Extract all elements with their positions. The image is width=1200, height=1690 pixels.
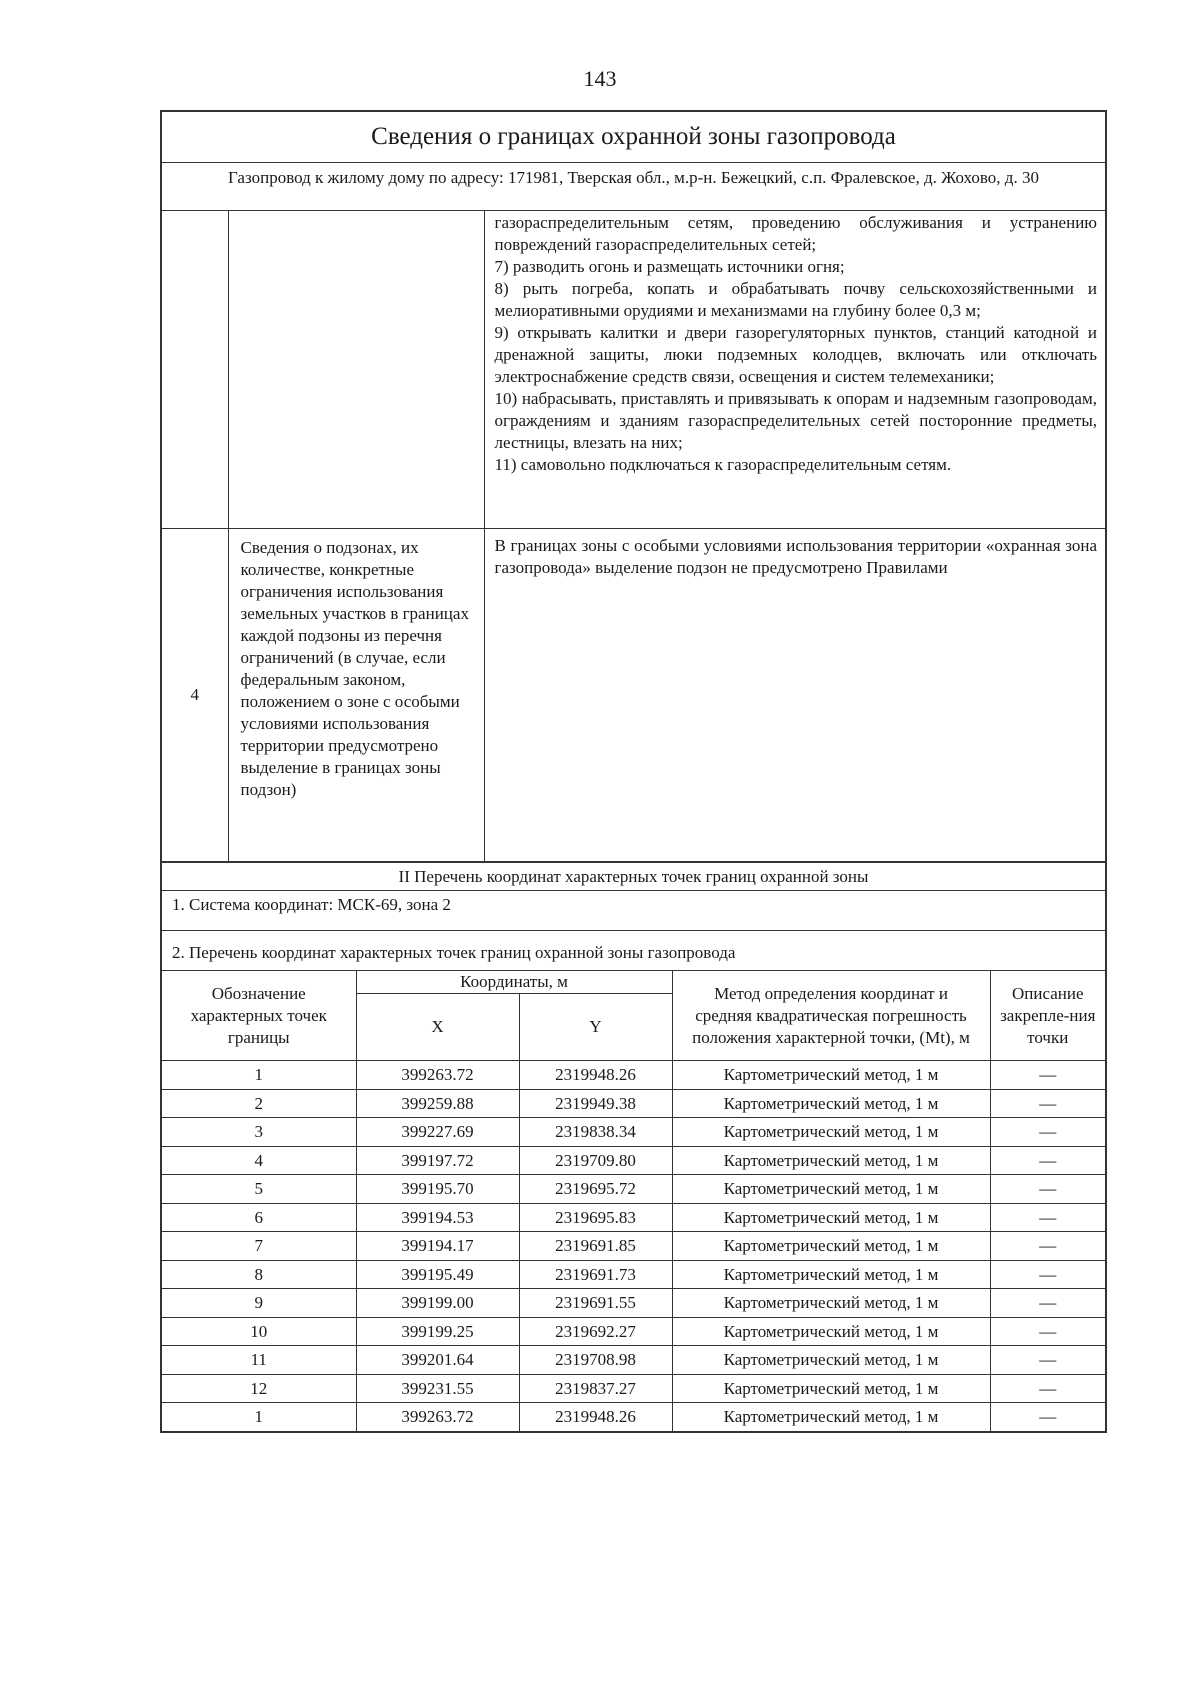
point-description: — <box>990 1118 1105 1147</box>
point-number: 2 <box>162 1089 356 1118</box>
point-description: — <box>990 1260 1105 1289</box>
point-x: 399201.64 <box>356 1346 519 1375</box>
continued-restrictions-cell <box>484 211 1105 529</box>
point-x: 399194.53 <box>356 1203 519 1232</box>
table-row <box>162 1232 1105 1261</box>
document-title: Сведения о границах охранной зоны газопровода <box>162 112 1105 163</box>
header-coords: Координаты, м <box>356 971 672 994</box>
table-row <box>162 1317 1105 1346</box>
point-x: 399197.72 <box>356 1146 519 1175</box>
restriction-line: 11) самовольно подключаться к газораспределительным сетям. <box>494 455 952 474</box>
point-description: — <box>990 1089 1105 1118</box>
row-value: В границах зоны с особыми условиями использования территории «охранная зона газопровода» выделение подзон не предусмотрено Правилами <box>484 529 1105 862</box>
point-number: 9 <box>162 1289 356 1318</box>
point-y: 2319949.38 <box>519 1089 672 1118</box>
coordinates-body <box>162 1061 1105 1432</box>
point-x: 399227.69 <box>356 1118 519 1147</box>
point-y: 2319708.98 <box>519 1346 672 1375</box>
point-x: 399195.70 <box>356 1175 519 1204</box>
point-description: — <box>990 1403 1105 1432</box>
point-number: 1 <box>162 1061 356 1090</box>
continued-row <box>162 211 1105 529</box>
document-table <box>160 110 1107 1433</box>
point-y: 2319948.26 <box>519 1061 672 1090</box>
restriction-line: 10) набрасывать, приставлять и привязывать к опорам и надземным газопроводам, ограждениям и зданиям газораспределительных сетей посторонние предметы, лестницы, влезать на них; <box>494 389 1097 452</box>
point-method: Картометрический метод, 1 м <box>672 1146 990 1175</box>
point-description: — <box>990 1146 1105 1175</box>
table-row <box>162 1175 1105 1204</box>
header-y: Y <box>519 994 672 1061</box>
point-number: 4 <box>162 1146 356 1175</box>
continued-label-cell <box>228 211 484 529</box>
row-number: 4 <box>162 529 228 862</box>
table-row <box>162 1346 1105 1375</box>
restriction-line: 7) разводить огонь и размещать источники огня; <box>494 257 845 276</box>
point-method: Картометрический метод, 1 м <box>672 1346 990 1375</box>
restriction-line: газораспределительным сетям, проведению обслуживания и устранению повреждений газораспределительных сетей; <box>494 213 1097 254</box>
point-number: 7 <box>162 1232 356 1261</box>
point-number: 6 <box>162 1203 356 1232</box>
point-method: Картометрический метод, 1 м <box>672 1232 990 1261</box>
point-method: Картометрический метод, 1 м <box>672 1118 990 1147</box>
point-y: 2319692.27 <box>519 1317 672 1346</box>
coordinates-table <box>162 970 1105 1433</box>
point-number: 10 <box>162 1317 356 1346</box>
table-row <box>162 1260 1105 1289</box>
point-description: — <box>990 1317 1105 1346</box>
header-x: X <box>356 994 519 1061</box>
point-description: — <box>990 1374 1105 1403</box>
point-x: 399199.00 <box>356 1289 519 1318</box>
document-subtitle: Газопровод к жилому дому по адресу: 171981, Тверская обл., м.р-н. Бежецкий, с.п. Фралевское, д. Жохово, д. 30 <box>162 163 1105 211</box>
point-x: 399263.72 <box>356 1061 519 1090</box>
point-x: 399259.88 <box>356 1089 519 1118</box>
point-method: Картометрический метод, 1 м <box>672 1403 990 1432</box>
point-x: 399195.49 <box>356 1260 519 1289</box>
table-row <box>162 1146 1105 1175</box>
point-description: — <box>990 1289 1105 1318</box>
point-number: 8 <box>162 1260 356 1289</box>
coordinate-list-title: 2. Перечень координат характерных точек границ охранной зоны газопровода <box>162 930 1105 970</box>
point-y: 2319695.83 <box>519 1203 672 1232</box>
point-method: Картометрический метод, 1 м <box>672 1374 990 1403</box>
point-y: 2319691.73 <box>519 1260 672 1289</box>
point-description: — <box>990 1175 1105 1204</box>
section-title: II Перечень координат характерных точек границ охранной зоны <box>162 862 1105 890</box>
table-row <box>162 1403 1105 1432</box>
table-row <box>162 1061 1105 1090</box>
coordinate-system: 1. Система координат: МСК-69, зона 2 <box>162 890 1105 930</box>
point-number: 12 <box>162 1374 356 1403</box>
point-y: 2319709.80 <box>519 1146 672 1175</box>
table-row <box>162 1289 1105 1318</box>
point-y: 2319948.26 <box>519 1403 672 1432</box>
table-row <box>162 1089 1105 1118</box>
point-y: 2319695.72 <box>519 1175 672 1204</box>
point-x: 399194.17 <box>356 1232 519 1261</box>
coordinates-header-row <box>162 971 1105 994</box>
header-method: Метод определения координат и средняя квадратическая погрешность положения характерной точки, (Mt), м <box>672 971 990 1061</box>
zone-info-table <box>162 211 1105 862</box>
point-description: — <box>990 1061 1105 1090</box>
point-method: Картометрический метод, 1 м <box>672 1203 990 1232</box>
point-method: Картометрический метод, 1 м <box>672 1061 990 1090</box>
point-method: Картометрический метод, 1 м <box>672 1260 990 1289</box>
point-description: — <box>990 1203 1105 1232</box>
point-number: 5 <box>162 1175 356 1204</box>
point-number: 3 <box>162 1118 356 1147</box>
restriction-line: 8) рыть погреба, копать и обрабатывать почву сельскохозяйственными и мелиоративными орудиями и механизмами на глубину более 0,3 м; <box>494 279 1097 320</box>
page-number: 143 <box>583 66 617 91</box>
point-y: 2319838.34 <box>519 1118 672 1147</box>
table-row <box>162 1203 1105 1232</box>
table-row <box>162 1118 1105 1147</box>
point-y: 2319691.85 <box>519 1232 672 1261</box>
point-method: Картометрический метод, 1 м <box>672 1317 990 1346</box>
restriction-line: 9) открывать калитки и двери газорегуляторных пунктов, станций катодной и дренажной защиты, люки подземных колодцев, включать или отключать электроснабжение средств связи, освещения и систем телемеханики; <box>494 323 1097 386</box>
point-description: — <box>990 1232 1105 1261</box>
point-x: 399199.25 <box>356 1317 519 1346</box>
point-x: 399263.72 <box>356 1403 519 1432</box>
point-description: — <box>990 1346 1105 1375</box>
point-y: 2319837.27 <box>519 1374 672 1403</box>
point-x: 399231.55 <box>356 1374 519 1403</box>
point-method: Картометрический метод, 1 м <box>672 1175 990 1204</box>
point-number: 1 <box>162 1403 356 1432</box>
point-y: 2319691.55 <box>519 1289 672 1318</box>
point-method: Картометрический метод, 1 м <box>672 1089 990 1118</box>
table-row <box>162 1374 1105 1403</box>
header-description: Описание закрепле-ния точки <box>990 971 1105 1061</box>
continued-number-cell <box>162 211 228 529</box>
row-label: Сведения о подзонах, их количестве, конкретные ограничения использования земельных участков в границах каждой подзоны из перечня ограничений (в случае, если федеральным законом, положением о зоне с особыми условиями использования территории предусмотрено выделение в границах зоны подзон) <box>228 529 484 862</box>
point-method: Картометрический метод, 1 м <box>672 1289 990 1318</box>
header-point: Обозначение характерных точек границы <box>162 971 356 1061</box>
row-4 <box>162 529 1105 862</box>
point-number: 11 <box>162 1346 356 1375</box>
